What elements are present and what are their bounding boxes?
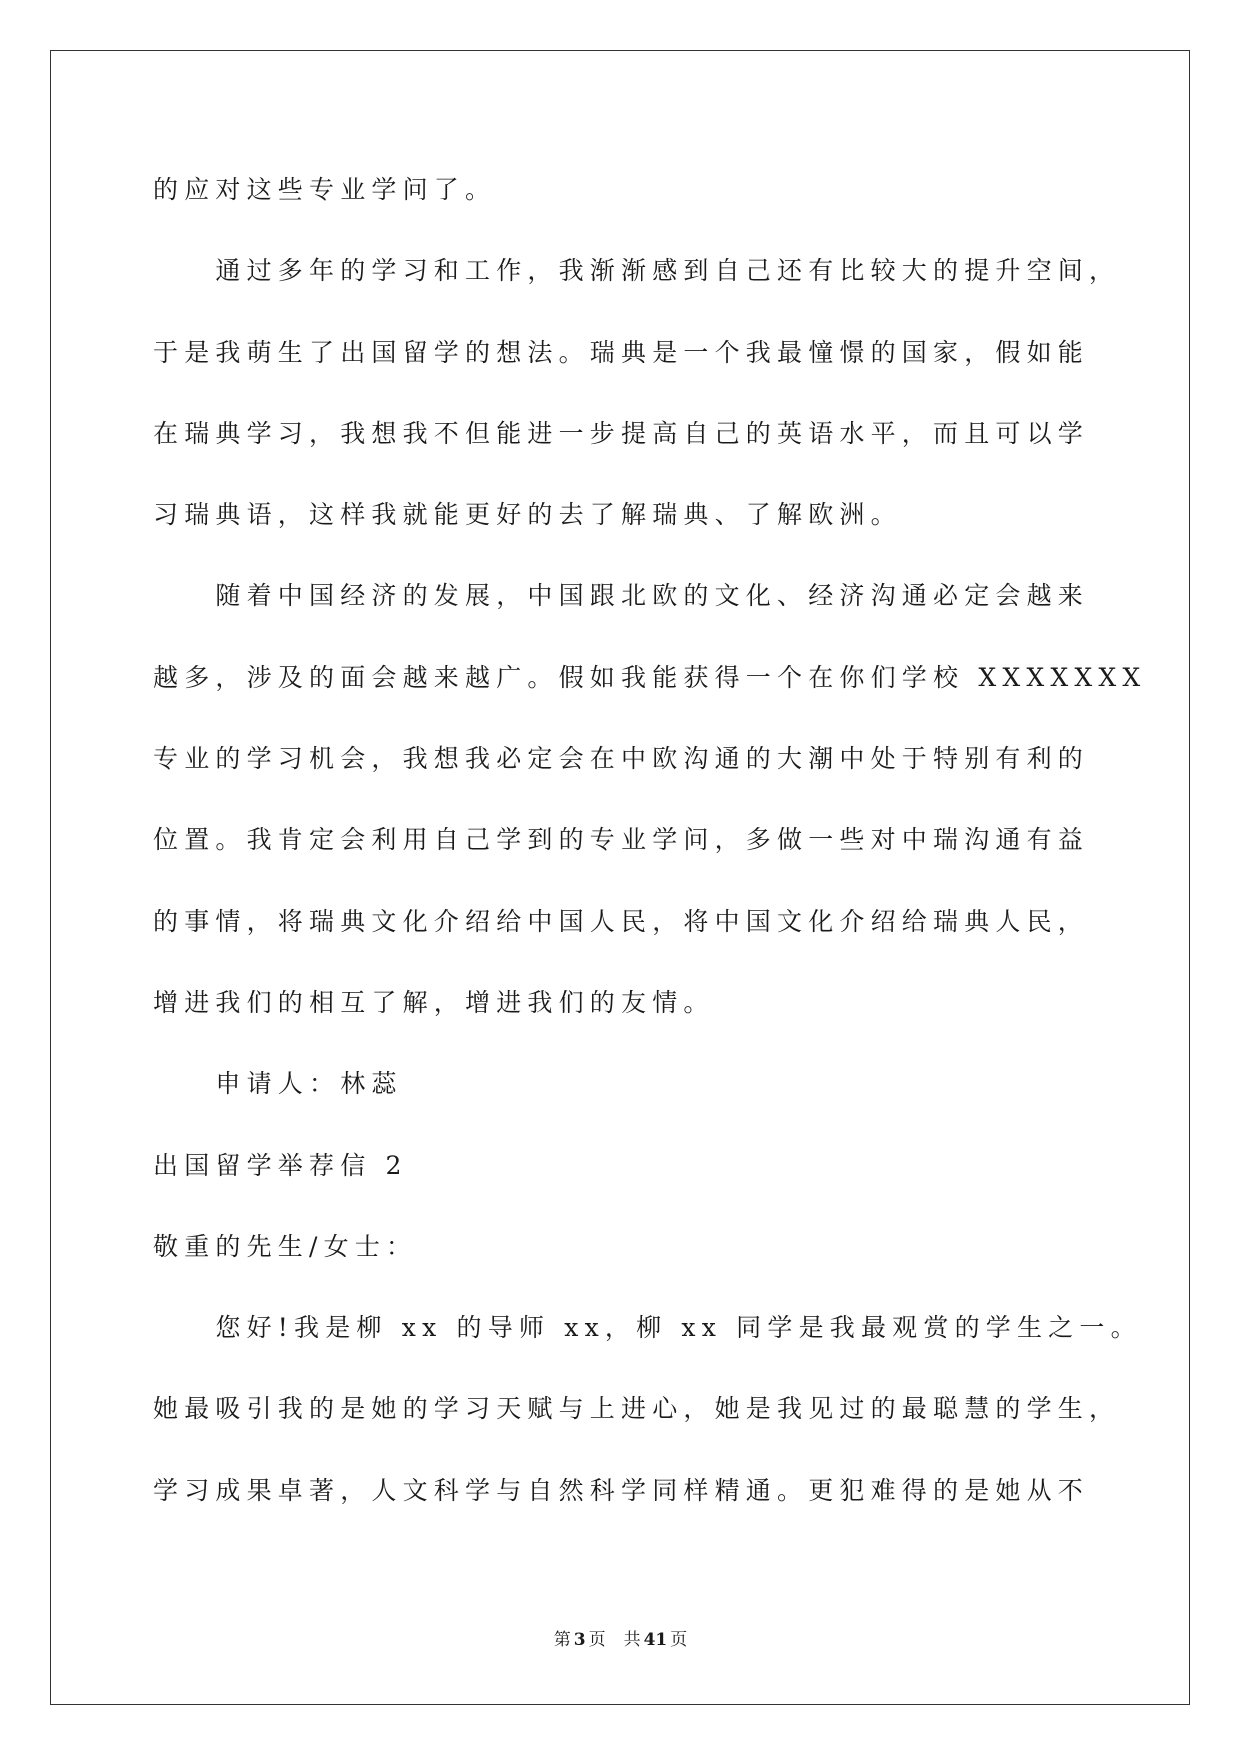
page-footer [0,1628,1241,1652]
footer-total-prefix: 共 [623,1630,641,1650]
body-line: 增进我们的相互了解，增进我们的友情。 [153,987,715,1017]
body-line: 专业的学习机会，我想我必定会在中欧沟通的大潮中处于特别有利的 [153,744,1090,774]
current-page-number: 3 [573,1630,586,1650]
footer-page-suffix: 页 [588,1630,606,1650]
body-line: 随着中国经济的发展，中国跟北欧的文化、经济沟通必定会越来 [215,581,1089,611]
body-line: 的应对这些专业学问了。 [153,175,497,204]
body-line: 的事情，将瑞典文化介绍给中国人民，将中国文化介绍给瑞典人民， [153,906,1090,936]
body-line: 您好!我是柳 xx 的导师 xx，柳 xx 同学是我最观赏的学生之一。 [215,1313,1142,1343]
body-line: 越多，涉及的面会越来越广。假如我能获得一个在你们学校 XXXXXXX [153,662,1147,692]
applicant-signature-line: 申请人：林蕊 [215,1069,403,1099]
body-line: 她最吸引我的是她的学习天赋与上进心，她是我见过的最聪慧的学生， [153,1394,1121,1424]
footer-prefix: 第 [553,1630,571,1650]
letter-title: 出国留学举荐信 2 [153,1150,408,1180]
body-line: 于是我萌生了出国留学的想法。瑞典是一个我最憧憬的国家，假如能 [153,337,1090,367]
body-line: 习瑞典语，这样我就能更好的去了解瑞典、了解欧洲。 [153,500,902,530]
total-page-count: 41 [643,1630,668,1650]
body-line: 位置。我肯定会利用自己学到的专业学问，多做一些对中瑞沟通有益 [153,825,1090,855]
letter-salutation: 敬重的先生/女士： [153,1231,418,1261]
body-line: 在瑞典学习，我想我不但能进一步提高自己的英语水平，而且可以学 [153,418,1090,448]
body-line: 通过多年的学习和工作，我渐渐感到自己还有比较大的提升空间， [215,256,1121,286]
body-line: 学习成果卓著，人文科学与自然科学同样精通。更犯难得的是她从不 [153,1475,1090,1505]
footer-total-suffix: 页 [670,1630,688,1650]
document-body [153,149,1173,1531]
